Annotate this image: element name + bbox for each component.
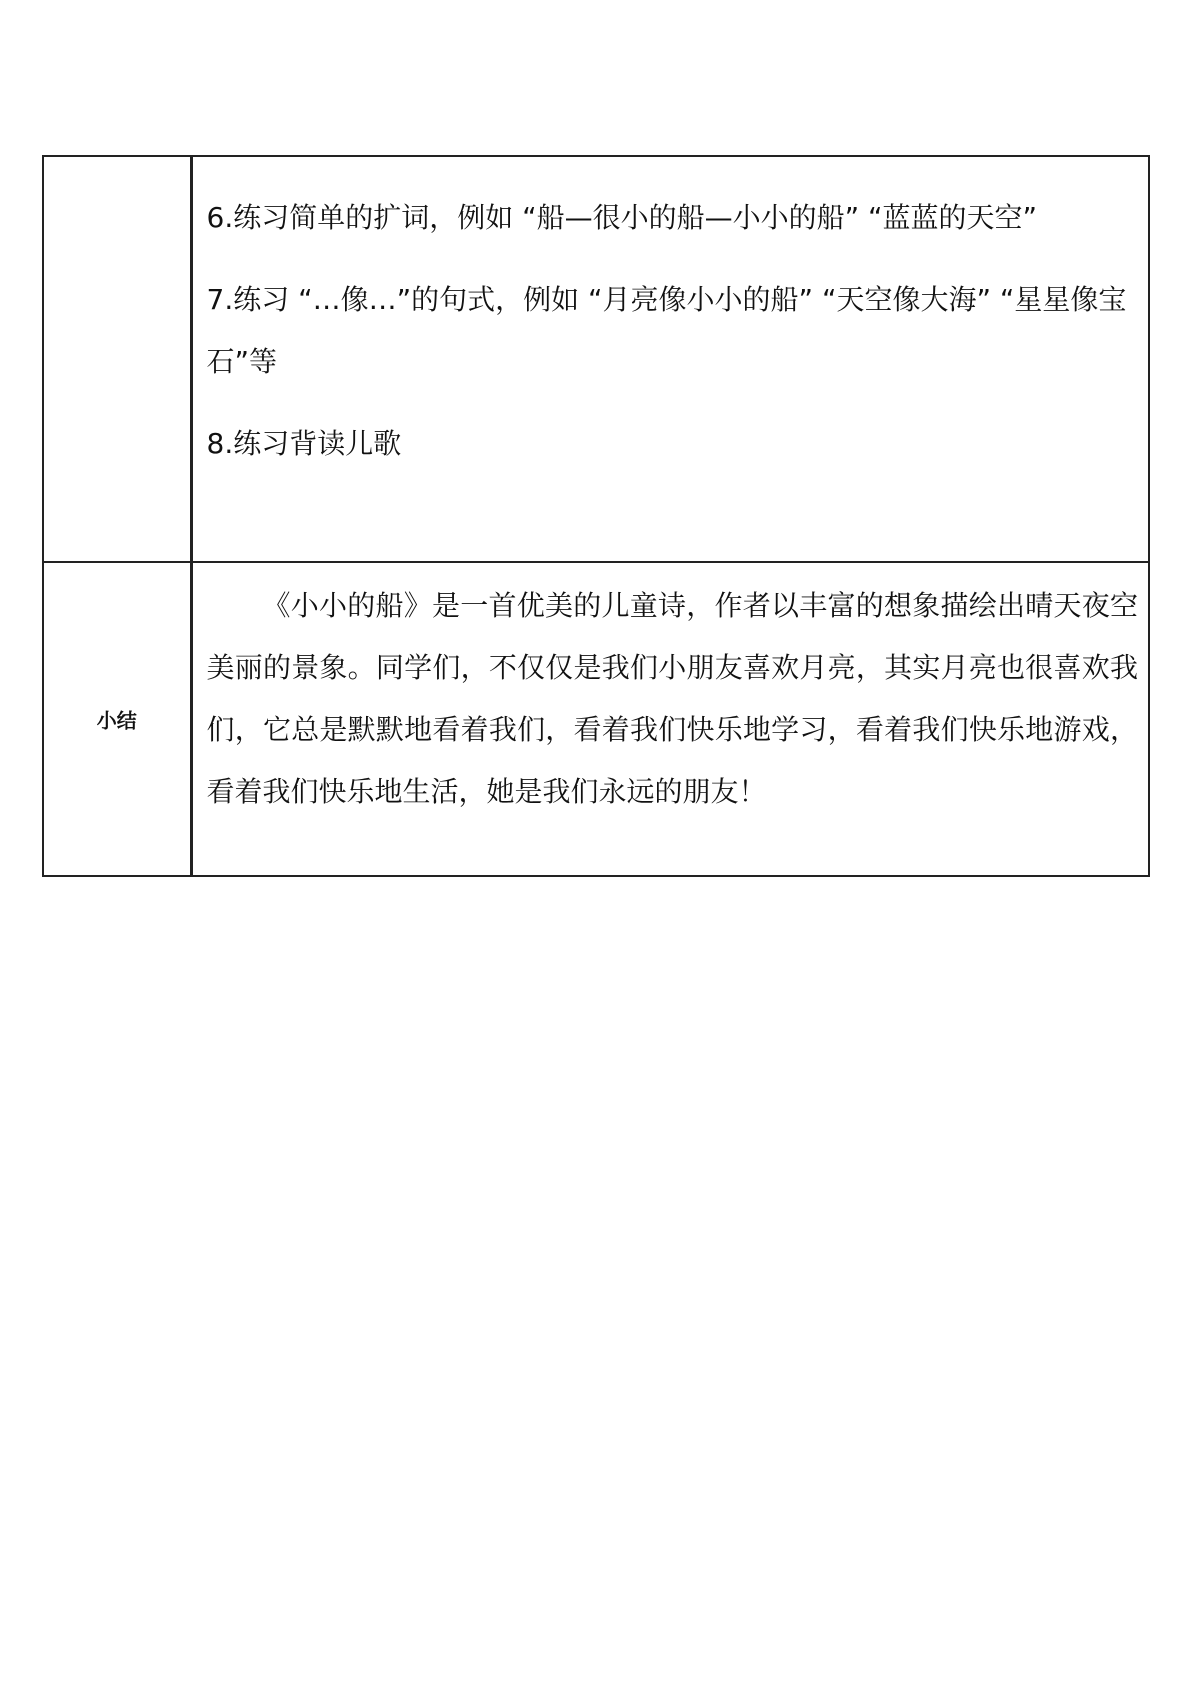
exercise-list: [193, 157, 1149, 475]
exercise-item: 8.练习背读儿歌: [206, 427, 402, 460]
summary-paragraph: 《小小的船》是一首优美的儿童诗，作者以丰富的想象描绘出晴天夜空美丽的景象。同学们，不仅仅是我们小朋友喜欢月亮，其实月亮也很喜欢我们，它总是默默地看着我们，看着我们快乐地学习，看着我们快乐地游戏，看着我们快乐地生活，她是我们永远的朋友！: [206, 589, 1138, 808]
row-label-cell: [43, 562, 191, 876]
table-row: [43, 562, 1149, 876]
row-content-cell: [191, 156, 1149, 562]
summary-label: 小结: [96, 708, 137, 733]
row-content-cell: [191, 562, 1149, 876]
row-label-cell: [43, 156, 191, 562]
exercise-item: 7.练习 “…像…”的句式，例如 “月亮像小小的船” “天空像大海” “星星像宝石”等: [206, 283, 1127, 378]
table-row: [43, 156, 1149, 562]
exercise-item: 6.练习简单的扩词，例如 “船—很小的船—小小的船” “蓝蓝的天空”: [206, 201, 1038, 234]
lesson-table: [42, 155, 1150, 877]
